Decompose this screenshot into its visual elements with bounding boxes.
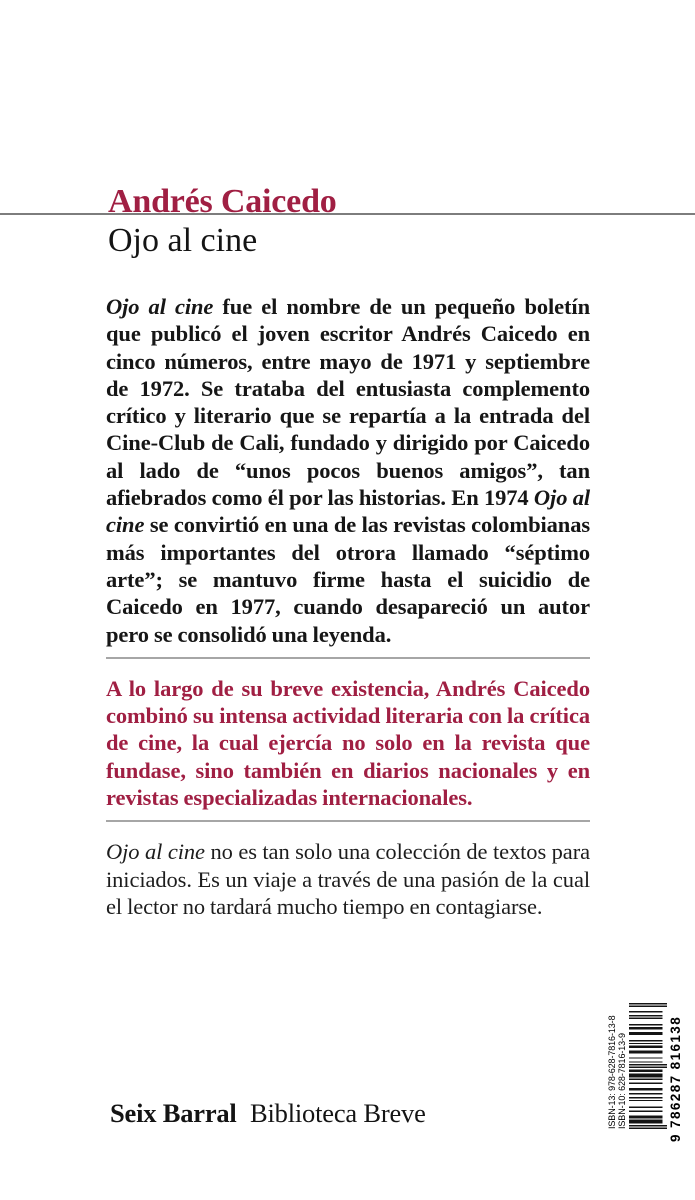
intro-paragraph: Ojo al cine fue el nombre de un pequeño boletín que publicó el joven escritor Andrés Caicedo en cinco números, entre mayo de 1971 y septiembre de 1972. Se trataba del entusiasta complemento crítico y literario que se repartía a la entrada del Cine-Club de Cali, fundado y dirigido por Caicedo al lado de “unos pocos buenos amigos”, tan afiebrados como él por las historias. En 1974 Ojo al cine se convirtió en una de las revistas colombianas más importantes del otrora llamado “séptimo arte”; se mantuvo firme hasta el suicidio de Caicedo en 1977, cuando desapareció un autor pero se consolidó una leyenda.: [106, 294, 590, 647]
isbn13-label: ISBN-13: 978-628-7816-13-8: [607, 1015, 617, 1129]
synopsis-column: [106, 293, 590, 920]
barcode-bars-icon: [629, 1003, 667, 1129]
publisher-line: [110, 1100, 426, 1127]
header-rule: [0, 213, 695, 215]
barcode-number: 9 786287 816138: [668, 1015, 683, 1142]
separator-rule-2: [106, 820, 590, 822]
author-name: Andrés Caicedo: [108, 183, 337, 220]
publisher-imprint: Seix Barral: [110, 1098, 237, 1128]
highlight-paragraph: A lo largo de su breve existencia, Andrés Caicedo combinó su intensa actividad literaria con la crítica de cine, la cual ejercía no solo en la revista que fundase, sino también en diarios nacionales y en revistas especializadas internacionales.: [106, 675, 590, 811]
book-title: Ojo al cine: [108, 222, 258, 259]
isbn-barcode-rotated: [607, 1003, 681, 1142]
separator-rule-1: [106, 657, 590, 659]
closing-paragraph: Ojo al cine no es tan solo una colección de textos para iniciados. Es un viaje a través de una pasión de la cual el lector no tardará mucho tiempo en contagiarse.: [106, 839, 590, 919]
publisher-collection: Biblioteca Breve: [250, 1098, 426, 1128]
isbn-barcode-block: [607, 1003, 681, 1142]
isbn10-label: ISBN-10: 628-7816-13-9: [617, 1033, 627, 1129]
